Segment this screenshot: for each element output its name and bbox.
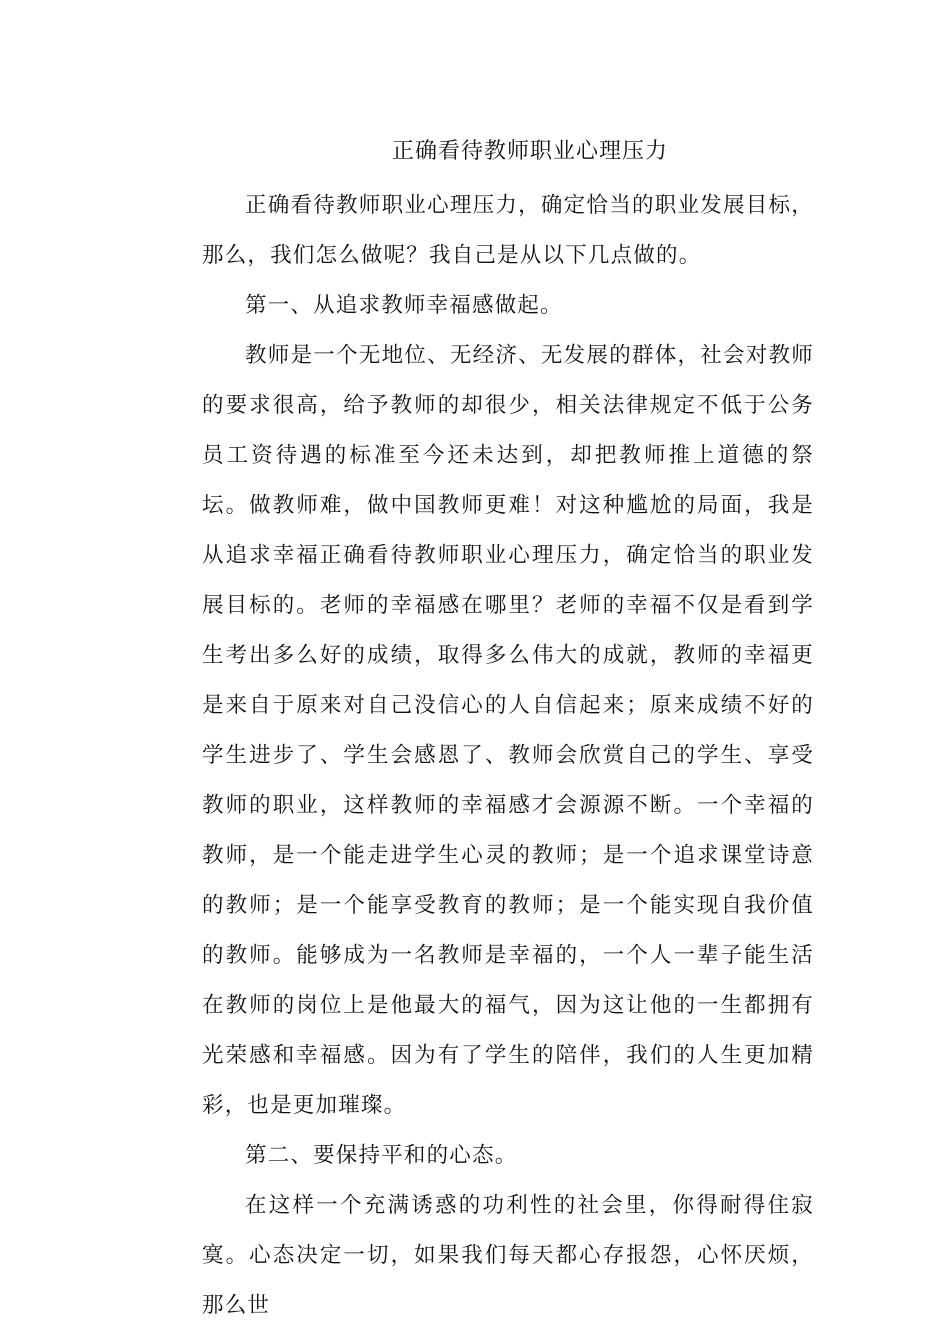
paragraph-intro: 正确看待教师职业心理压力，确定恰当的职业发展目标，那么，我们怎么做呢？我自己是从以下几点做的。 [202,193,814,268]
paragraph-section-2: 在这样一个充满诱惑的功利性的社会里，你得耐得住寂寞。心态决定一切，如果我们每天都心存报怨，心怀厌烦，那么世 [202,1193,814,1318]
document-title: 正确看待教师职业心理压力 [391,139,668,164]
paragraph-heading-2: 第二、要保持平和的心态。 [245,1143,518,1168]
paragraph-section-1: 教师是一个无地位、无经济、无发展的群体，社会对教师的要求很高，给予教师的却很少，相关法律规定不低于公务员工资待遇的标准至今还未达到，却把教师推上道德的祭坛。做教师难，做中国教师更难！对这种尴尬的局面，我是从追求幸福正确看待教师职业心理压力，确定恰当的职业发展目标的。老师的幸福感在哪里？老师的幸福不仅是看到学生考出多么好的成绩，取得多么伟大的成就，教师的幸福更是来自于原来对自己没信心的人自信起来；原来成绩不好的学生进步了、学生会感恩了、教师会欣赏自己的学生、享受教师的职业，这样教师的幸福感才会源源不断。一个幸福的教师，是一个能走进学生心灵的教师；是一个追求课堂诗意的教师；是一个能享受教育的教师；是一个能实现自我价值的教师。能够成为一名教师是幸福的，一个人一辈子能生活在教师的岗位上是他最大的福气，因为这让他的一生都拥有光荣感和幸福感。因为有了学生的陪伴，我们的人生更加精彩，也是更加璀璨。 [202,343,814,1118]
paragraph-heading-1: 第一、从追求教师幸福感做起。 [245,293,563,318]
document-body [202,181,814,1331]
